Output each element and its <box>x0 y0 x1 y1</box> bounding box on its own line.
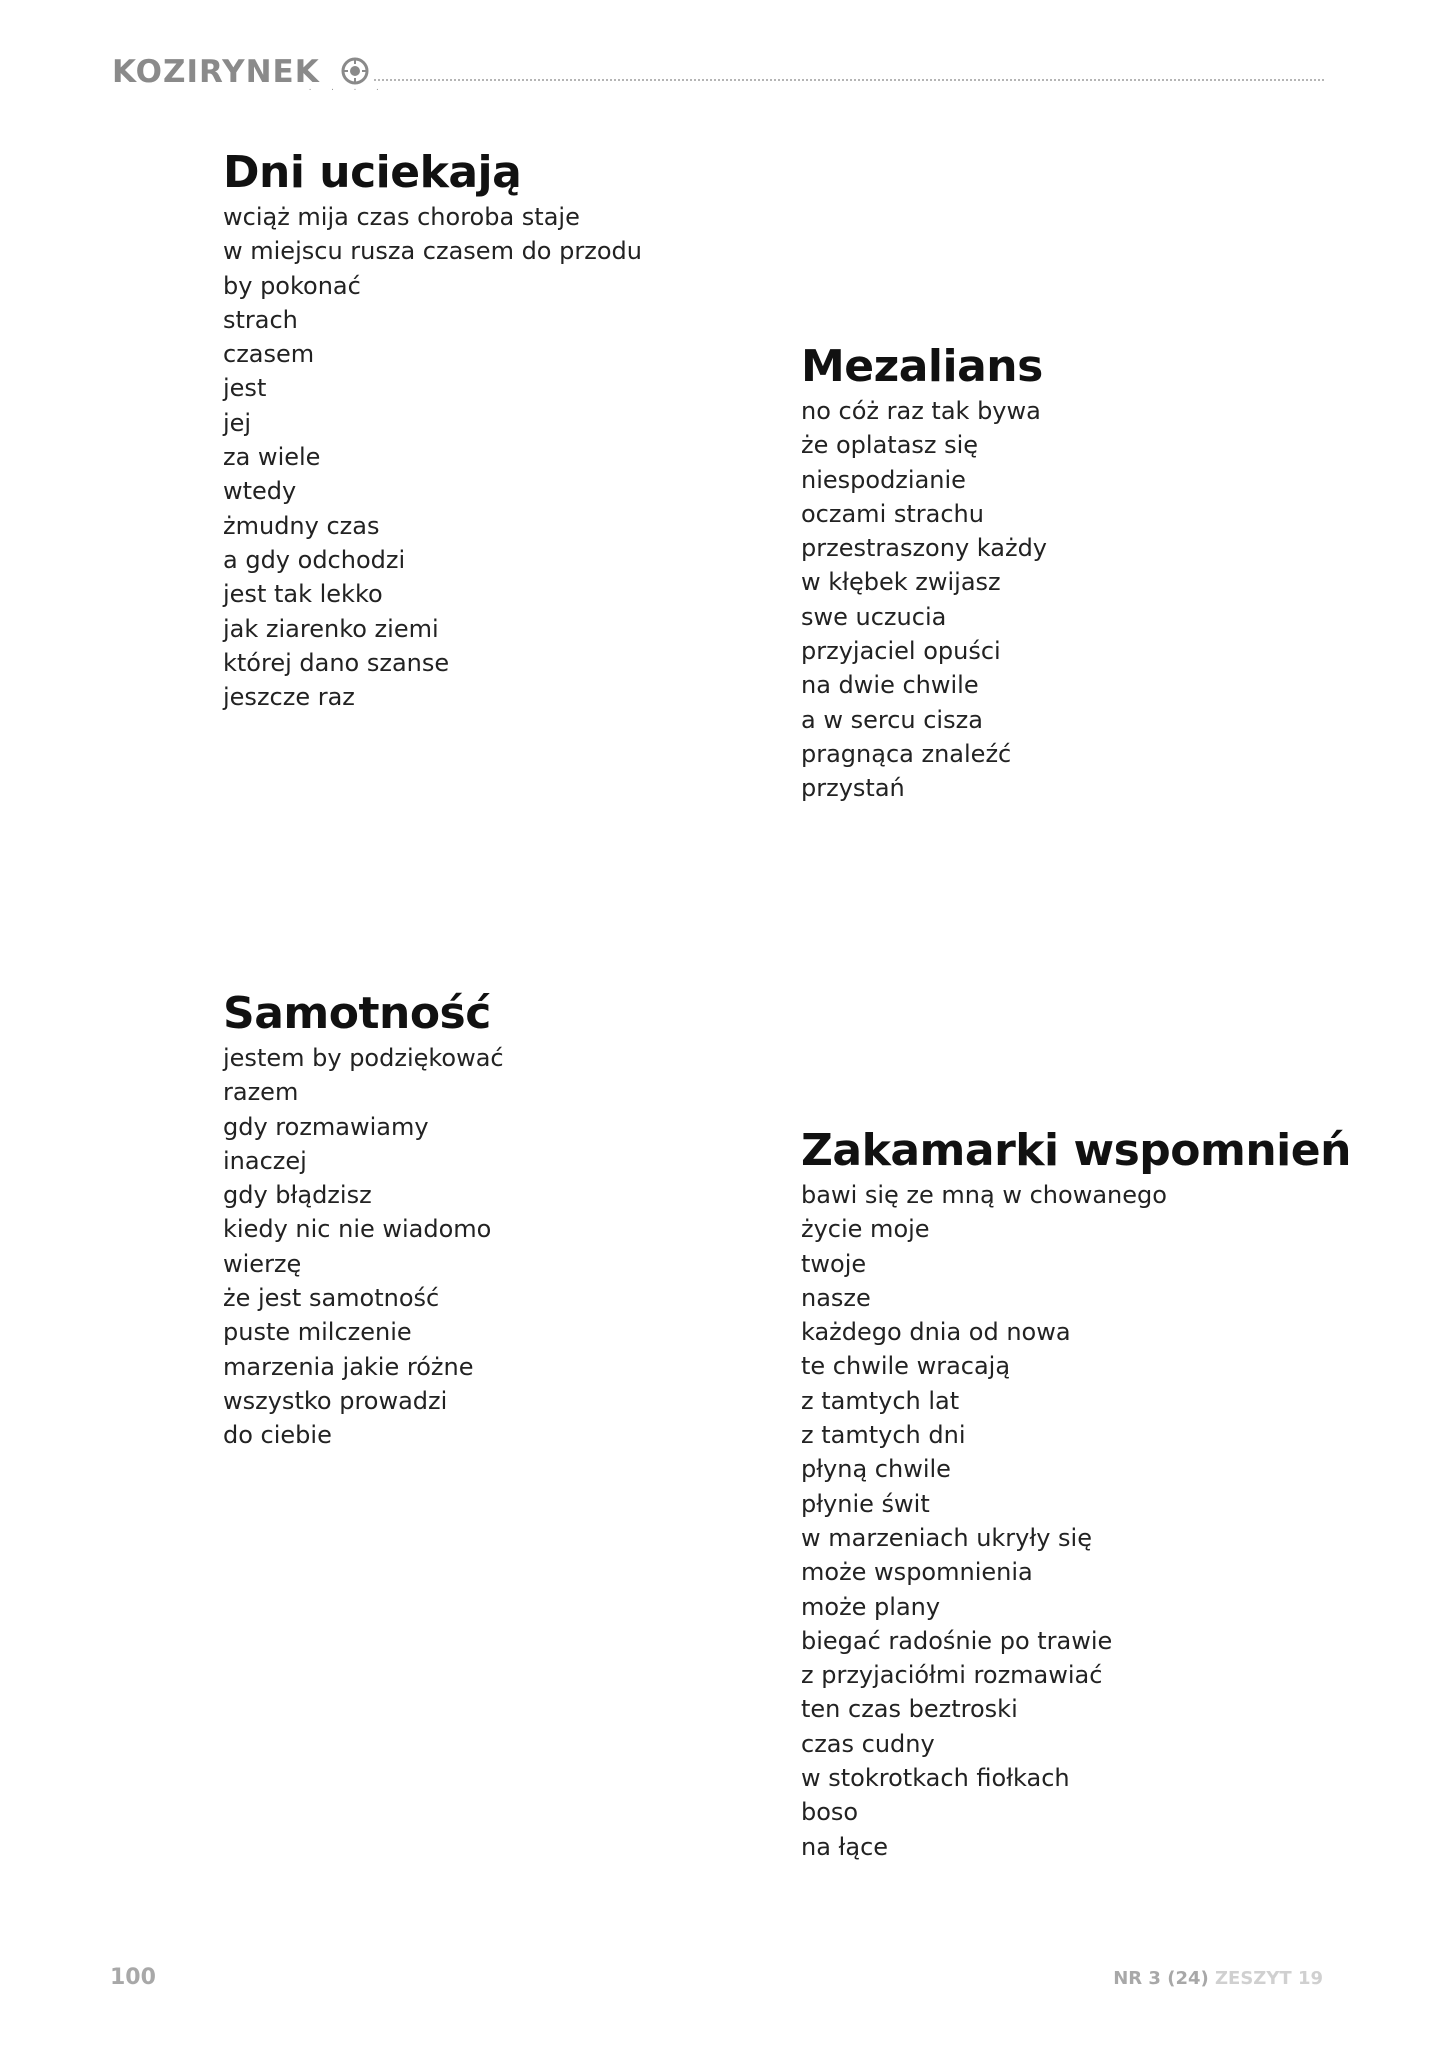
poem-lines <box>223 200 642 714</box>
poem-line: biegać radośnie po trawie <box>801 1626 1113 1655</box>
poem-line: na łące <box>801 1832 889 1861</box>
poem-line: inaczej <box>223 1146 307 1175</box>
poem-line: marzenia jakie różne <box>223 1352 474 1381</box>
poem-line: twoje <box>801 1249 867 1278</box>
poem-line: przystań <box>801 774 905 803</box>
poem-title: Zakamarki wspomnień <box>801 1125 1351 1176</box>
poem-line: przyjaciel opuści <box>801 637 1001 666</box>
poem-line: czas cudny <box>801 1729 935 1758</box>
poem-line: jeszcze raz <box>223 683 355 712</box>
poem-line: razem <box>223 1078 299 1107</box>
poem-line: oczami strachu <box>801 499 984 528</box>
poem-line: za wiele <box>223 443 321 472</box>
poem-line: swe uczucia <box>801 602 947 631</box>
magazine-logo: KOZIRYNEK <box>112 54 320 90</box>
poem-line: płynie świt <box>801 1489 930 1518</box>
poem-line: każdego dnia od nowa <box>801 1318 1071 1347</box>
poem-line: z przyjaciółmi rozmawiać <box>801 1661 1103 1690</box>
poem-line: życie moje <box>801 1215 930 1244</box>
poem-line: puste milczenie <box>223 1318 412 1347</box>
poem-lines <box>801 1178 1351 1864</box>
poem-line: której dano szanse <box>223 648 450 677</box>
poem-line: na dwie chwile <box>801 671 979 700</box>
poem-line: do ciebie <box>223 1421 332 1450</box>
poem-line: wtedy <box>223 477 297 506</box>
poem-line: boso <box>801 1798 859 1827</box>
poem-line: a w sercu cisza <box>801 705 983 734</box>
poem-line: niespodzianie <box>801 465 966 494</box>
poem-line: a gdy odchodzi <box>223 545 406 574</box>
poem-line: przestraszony każdy <box>801 534 1047 563</box>
poem-mezalians <box>801 340 1047 806</box>
poem-line: no cóż raz tak bywa <box>801 397 1041 425</box>
poem-line: może plany <box>801 1592 941 1621</box>
poem-line: żmudny czas <box>223 511 380 540</box>
poem-line: czasem <box>223 340 315 369</box>
poem-line: jestem by podziękować <box>223 1044 504 1072</box>
poem-line: jest <box>223 374 267 403</box>
poem-title: Samotność <box>223 988 491 1039</box>
volume-number: ZESZYT 19 <box>1215 1968 1323 1989</box>
header-dotted-rule <box>374 79 1324 81</box>
poem-line: gdy rozmawiamy <box>223 1112 429 1141</box>
poem-line: jest tak lekko <box>223 580 383 609</box>
poem-samotnosc <box>223 987 504 1453</box>
poem-line: te chwile wracają <box>801 1352 1011 1381</box>
poem-line: jak ziarenko ziemi <box>223 614 439 643</box>
poem-line: w stokrotkach fiołkach <box>801 1764 1070 1793</box>
poem-line: wierzę <box>223 1249 302 1278</box>
page-header <box>112 52 1324 96</box>
issue-info <box>1113 1968 1323 1989</box>
poem-line: z tamtych dni <box>801 1421 966 1450</box>
poem-line: kiedy nic nie wiadomo <box>223 1215 492 1244</box>
poem-title: Dni uciekają <box>223 147 522 198</box>
logo-seal-icon <box>340 56 370 86</box>
poem-line: może wspomnienia <box>801 1558 1033 1587</box>
poem-line: gdy błądzisz <box>223 1181 372 1210</box>
poem-line: jej <box>223 408 252 437</box>
poem-zakamarki-wspomnien <box>801 1124 1351 1864</box>
issue-number: NR 3 (24) <box>1113 1968 1209 1989</box>
poem-line: nasze <box>801 1283 871 1312</box>
poem-line: że jest samotność <box>223 1284 440 1313</box>
poem-line: by pokonać <box>223 271 361 300</box>
poem-lines <box>801 394 1047 806</box>
poem-line: ten czas beztroski <box>801 1695 1018 1724</box>
poem-lines <box>223 1041 504 1453</box>
poem-title: Mezalians <box>801 341 1043 392</box>
poem-line: że oplatasz się <box>801 431 979 460</box>
poem-line: w marzeniach ukryły się <box>801 1523 1092 1552</box>
poem-line: pragnąca znaleźć <box>801 739 1012 768</box>
poem-line: z tamtych lat <box>801 1386 960 1415</box>
poem-line: bawi się ze mną w chowanego <box>801 1181 1167 1209</box>
poem-line: w miejscu rusza czasem do przodu <box>223 237 642 266</box>
poem-line: strach <box>223 305 298 334</box>
logo-subtext: · · · · <box>308 86 387 94</box>
poem-line: wciąż mija czas choroba staje <box>223 203 580 231</box>
poem-dni-uciekaja <box>223 146 642 714</box>
poem-line: wszystko prowadzi <box>223 1386 448 1415</box>
poem-line: w kłębek zwijasz <box>801 568 1001 597</box>
poem-line: płyną chwile <box>801 1455 951 1484</box>
page-number: 100 <box>110 1965 156 1990</box>
